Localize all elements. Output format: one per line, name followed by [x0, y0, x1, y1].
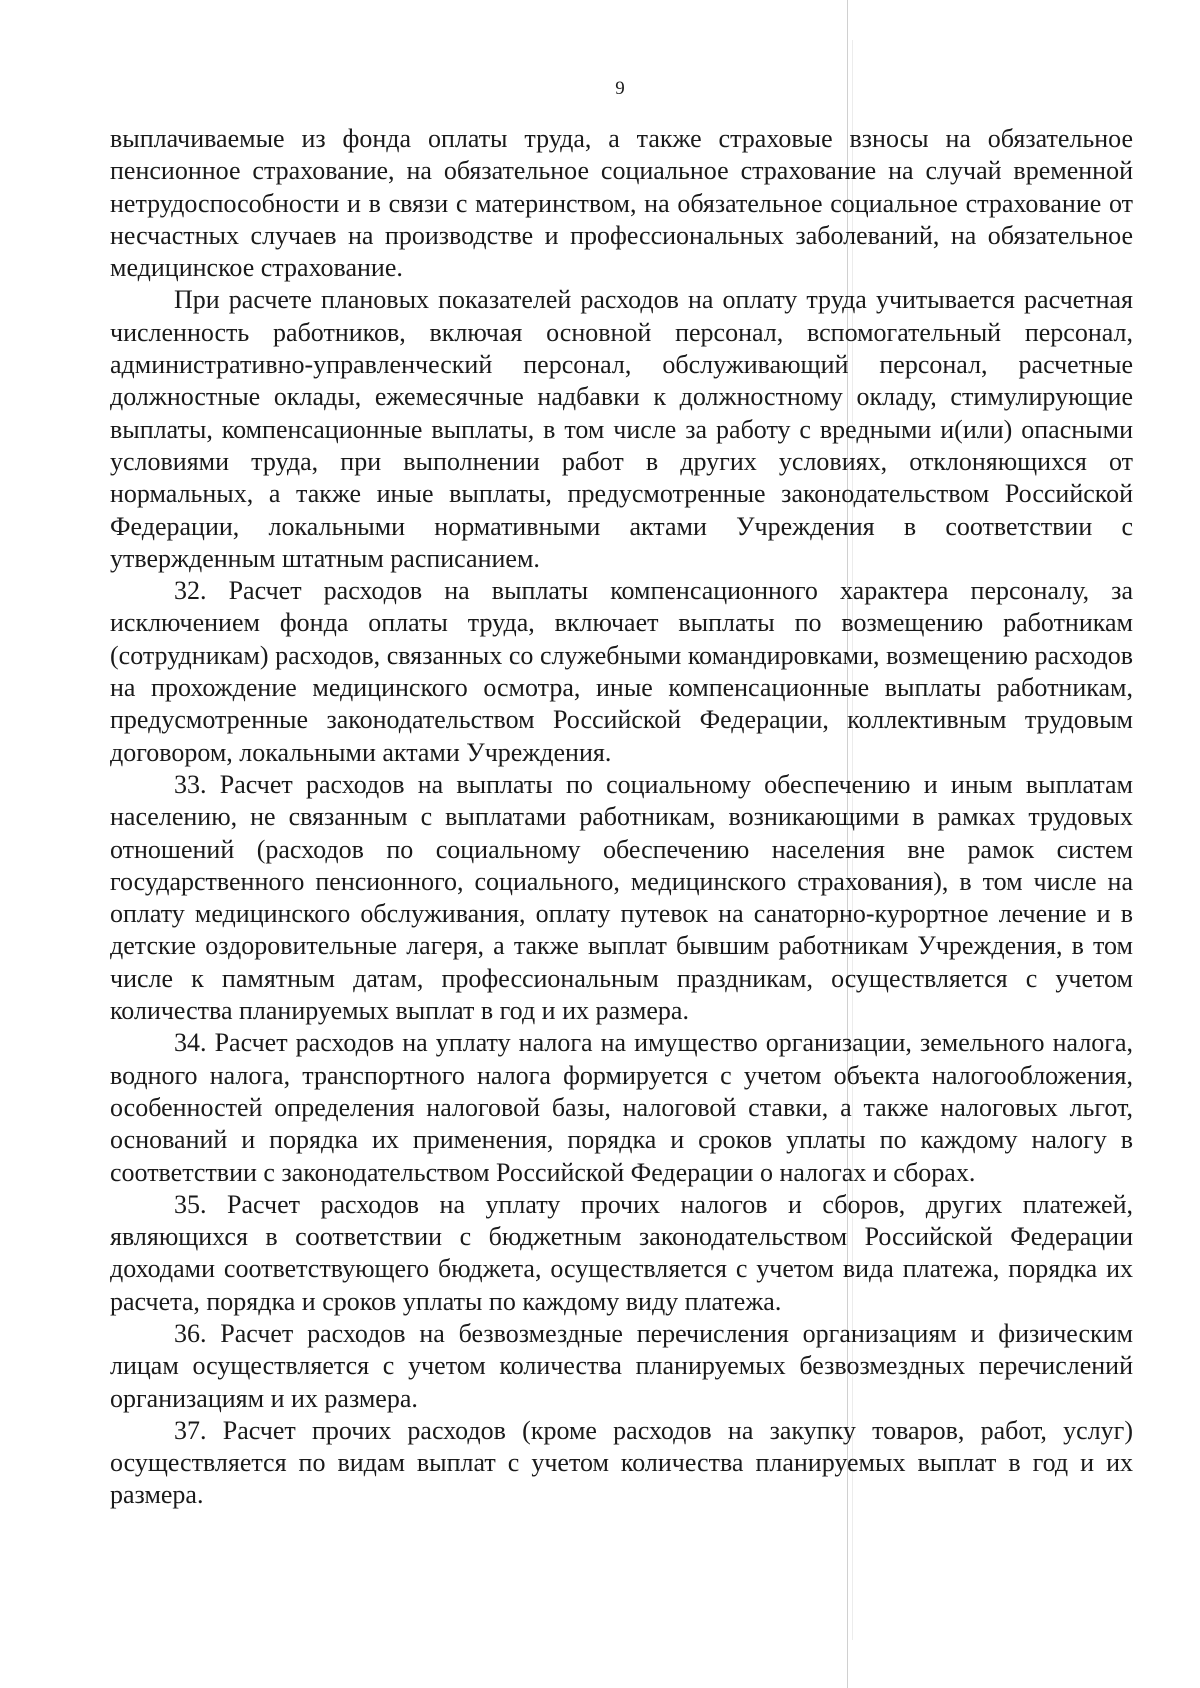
document-body: [110, 123, 1133, 1512]
paragraph-item-34: 34. Расчет расходов на уплату налога на имущество организации, земельного налога, водного налога, транспортного налога формируется с учетом объекта налогообложения, особенностей определения налоговой базы, налоговой ставки, а также налоговых льгот, оснований и порядка их применения, порядка и сроков уплаты по каждому налогу в соответствии с законодательством Российской Федерации о налогах и сборах.: [110, 1028, 1133, 1187]
paragraph-planned-indicators: При расчете плановых показателей расходов на оплату труда учитывается расчетная численность работников, включая основной персонал, вспомогательный персонал, административно-управленческий персонал, обслуживающий персонал, расчетные должностные оклады, ежемесячные надбавки к должностному окладу, стимулирующие выплаты, компенсационные выплаты, в том числе за работу с вредными и(или) опасными условиями труда, при выполнении работ в других условиях, отклоняющихся от нормальных, а также иные выплаты, предусмотренные законодательством Российской Федерации, локальными нормативными актами Учреждения в соответствии с утвержденным штатным расписанием.: [110, 285, 1133, 573]
paragraph-item-37: 37. Расчет прочих расходов (кроме расходов на закупку товаров, работ, услуг) осуществляется по видам выплат с учетом количества планируемых выплат в год и их размера.: [110, 1415, 1133, 1510]
paragraph-item-32: 32. Расчет расходов на выплаты компенсационного характера персоналу, за исключением фонда оплаты труда, включает выплаты по возмещению работникам (сотрудникам) расходов, связанных со служебными командировками, возмещению расходов на прохождение медицинского осмотра, иные компенсационные выплаты работникам, предусмотренные законодательством Российской Федерации, коллективным трудовым договором, локальными актами Учреждения.: [110, 576, 1133, 767]
paragraph-item-35: 35. Расчет расходов на уплату прочих налогов и сборов, других платежей, являющихся в соответствии с бюджетным законодательством Российской Федерации доходами соответствующего бюджета, осуществляется с учетом вида платежа, порядка их расчета, порядка и сроков уплаты по каждому виду платежа.: [110, 1189, 1133, 1316]
paragraph-continuation: выплачиваемые из фонда оплаты труда, а также страховые взносы на обязательное пенсионное страхование, на обязательное социальное страхование на случай временной нетрудоспособности и в связи с материнством, на обязательное социальное страхование от несчастных случаев на производстве и профессиональных заболеваний, на обязательное медицинское страхование.: [110, 124, 1133, 283]
paragraph-item-33: 33. Расчет расходов на выплаты по социальному обеспечению и иным выплатам населению, не связанным с выплатами работникам, возникающими в рамках трудовых отношений (расходов по социальному обеспечению населения вне рамок систем государственного пенсионного, социального, медицинского страхования), в том числе на оплату медицинского обслуживания, оплату путевок на санаторно-курортное лечение и в детские оздоровительные лагеря, а также выплат бывшим работникам Учреждения, в том числе к памятным датам, профессиональным праздникам, осуществляется с учетом количества планируемых выплат в год и их размера.: [110, 769, 1133, 1026]
page-number: 9: [615, 78, 625, 99]
paragraph-item-36: 36. Расчет расходов на безвозмездные перечисления организациям и физическим лицам осуществляется с учетом количества планируемых безвозмездных перечислений организациям и их размера.: [110, 1318, 1133, 1413]
